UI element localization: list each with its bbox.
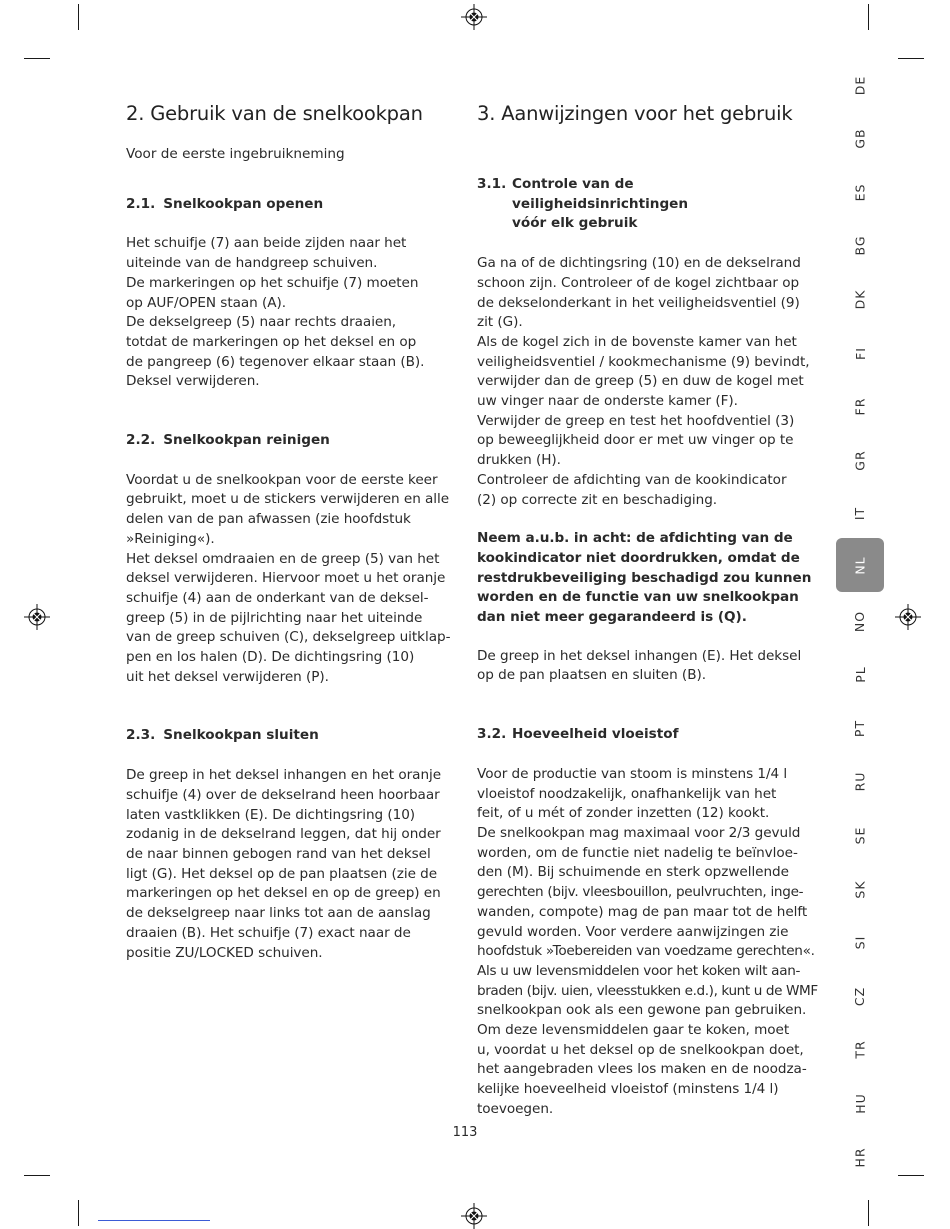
text-line: De greep in het deksel inhangen en het oranje <box>126 767 442 784</box>
text-line: uit het deksel verwijderen (P). <box>126 668 329 685</box>
text-line: kelijke hoeveelheid vloeistof (minstens 1/4 l) <box>477 1081 779 1098</box>
text-line: zit (G). <box>477 314 523 331</box>
paragraph <box>126 234 456 392</box>
subsection-heading <box>126 195 456 215</box>
language-tab-label: FI <box>852 346 868 360</box>
text-line: (2) op correcte zit en beschadiging. <box>477 491 718 508</box>
text-line: feit, of u mét of zonder inzetten (12) kookt. <box>477 805 770 822</box>
text-line: vloeistof noodzakelijk, onafhankelijk van het <box>477 785 777 802</box>
crop-mark <box>898 58 924 59</box>
text-line: hoofdstuk »Toebereiden van voedzame gerechten«. <box>477 943 815 960</box>
language-tab-sk[interactable] <box>836 862 884 916</box>
language-tab-it[interactable] <box>836 487 884 541</box>
language-tab-label: HR <box>852 1146 868 1168</box>
text-line: schuifje (4) over de dekselrand heen hoorbaar <box>126 786 440 803</box>
text-line: de dekselgreep naar links tot aan de aanslag <box>126 905 431 922</box>
text-line: den (M). Bij schuimende en sterk opzwellende <box>477 864 789 881</box>
text-line: drukken (H). <box>477 452 561 469</box>
subsection-number: 3.2. <box>477 726 507 743</box>
language-tab-label: FR <box>852 397 868 416</box>
text-line: schuifje (4) aan de onderkant van de deksel- <box>126 589 429 606</box>
text-line: snelkookpan ook als een gewone pan gebruiken. <box>477 1002 807 1019</box>
text-line: Om deze levensmiddelen gaar te koken, moet <box>477 1022 790 1039</box>
language-tab-nl[interactable] <box>836 538 884 592</box>
language-tab-tr[interactable] <box>836 1023 884 1077</box>
crop-mark <box>868 4 869 30</box>
language-tab-hr[interactable] <box>836 1130 884 1184</box>
text-line: Deksel verwijderen. <box>126 373 260 390</box>
text-line: uiteinde van de handgreep schuiven. <box>126 255 378 272</box>
language-tab-pt[interactable] <box>836 701 884 755</box>
page-number: 113 <box>452 1125 478 1140</box>
text-line: De snelkookpan mag maximaal voor 2/3 gevuld <box>477 824 801 841</box>
language-tab-label: DK <box>852 289 868 310</box>
language-tab-label: TR <box>852 1040 868 1059</box>
language-tab-label: SE <box>852 826 868 845</box>
text-line: Neem a.u.b. in acht: de afdichting van de <box>477 530 793 547</box>
crop-mark <box>78 4 79 30</box>
language-tab-pl[interactable] <box>836 648 884 702</box>
text-line: greep (5) in de pijlrichting naar het uiteinde <box>126 609 423 626</box>
language-tab-gb[interactable] <box>836 112 884 166</box>
crop-mark <box>898 1175 924 1176</box>
text-line: markeringen op het deksel en op de greep) en <box>126 885 441 902</box>
text-line: op de pan plaatsen en sluiten (B). <box>477 667 706 684</box>
text-line: Ga na of de dichtingsring (10) en de dekselrand <box>477 255 801 272</box>
text-line: braden (bijv. uien, vleesstukken e.d.), kunt u de WMF <box>477 982 818 999</box>
text-line: toevoegen. <box>477 1100 554 1117</box>
text-line: veiligheidsventiel / kookmechanisme (9) bevindt, <box>477 353 810 370</box>
language-tab-si[interactable] <box>836 916 884 970</box>
text-line: Het schuifje (7) aan beide zijden naar het <box>126 235 407 252</box>
text-line: positie ZU/LOCKED schuiven. <box>126 944 323 961</box>
text-line: dan niet meer gegarandeerd is (Q). <box>477 609 747 626</box>
language-tab-dk[interactable] <box>836 272 884 326</box>
subsection-title: Snelkookpan sluiten <box>163 727 319 744</box>
subsection-number: 3.1. <box>477 176 507 192</box>
crop-mark <box>868 1200 869 1226</box>
subsection-number: 2.3. <box>126 727 156 744</box>
intro-text: Voor de eerste ingebruikneming <box>126 146 345 162</box>
text-line: De greep in het deksel inhangen (E). Het deksel <box>477 647 802 664</box>
text-line: gebruikt, moet u de stickers verwijderen en alle <box>126 491 450 508</box>
language-tab-ru[interactable] <box>836 755 884 809</box>
right-column <box>477 100 818 1120</box>
registration-mark-icon <box>461 1203 487 1229</box>
text-line: Controleer de afdichting van de kookindicator <box>477 471 787 488</box>
subsection-number: 2.2. <box>126 432 156 449</box>
language-tab-label: PL <box>852 666 868 683</box>
text-line: de dekselonderkant in het veiligheidsventiel (9) <box>477 294 800 311</box>
paragraph <box>477 765 818 1120</box>
text-line: worden en de functie van uw snelkookpan <box>477 589 799 606</box>
subsection-heading <box>126 726 456 746</box>
text-line: Als u uw levensmiddelen voor het koken wilt aan- <box>477 962 801 979</box>
text-line: de pangreep (6) tegenover elkaar staan (B). <box>126 353 425 370</box>
text-line: van de greep schuiven (C), dekselgreep uitklap- <box>126 629 451 646</box>
language-tab-label: SK <box>852 879 868 899</box>
paragraph <box>477 254 810 510</box>
language-tab-label: HU <box>852 1093 868 1114</box>
text-line: gevuld worden. Voor verdere aanwijzingen zie <box>477 923 789 940</box>
text-line: Verwijder de greep en test het hoofdventiel (3) <box>477 412 795 429</box>
language-tab-se[interactable] <box>836 808 884 862</box>
subsection-title-line: vóór elk gebruik <box>512 215 638 232</box>
text-line: Als de kogel zich in de bovenste kamer van het <box>477 333 797 350</box>
registration-mark-icon <box>461 4 487 30</box>
text-line: delen van de pan afwassen (zie hoofdstuk <box>126 511 411 528</box>
subsection-heading <box>477 175 807 234</box>
text-line: gerechten (bijv. vleesbouillon, peulvruchten, inge- <box>477 884 804 901</box>
language-tab-label: PT <box>852 719 868 737</box>
text-line: Het deksel omdraaien en de greep (5) van het <box>126 550 440 567</box>
registration-mark-icon <box>24 604 50 630</box>
subsection-title <box>512 175 807 234</box>
text-line: u, voordat u het deksel op de snelkookpan doet, <box>477 1041 804 1058</box>
text-line: De markeringen op het schuifje (7) moeten <box>126 274 419 291</box>
text-line: restdrukbeveiliging beschadigd zou kunnen <box>477 569 812 586</box>
bottom-link-underline <box>98 1220 210 1221</box>
safety-note <box>477 529 812 628</box>
language-tab-label: DE <box>852 75 868 95</box>
subsection-title: Snelkookpan openen <box>163 195 324 212</box>
subsection-heading <box>126 431 456 451</box>
left-column <box>126 100 456 963</box>
text-line: kookindicator niet doordrukken, omdat de <box>477 549 800 566</box>
text-line: wanden, compote) mag de pan maar tot de helft <box>477 903 808 920</box>
paragraph <box>126 766 456 963</box>
language-tab-hu[interactable] <box>836 1076 884 1130</box>
section-title: 3. Aanwijzingen voor het gebruik <box>477 102 793 125</box>
language-tab-gr[interactable] <box>836 433 884 487</box>
paragraph <box>477 647 807 686</box>
text-line: ligt (G). Het deksel op de pan plaatsen (zie de <box>126 865 438 882</box>
crop-mark <box>24 58 50 59</box>
text-line: schoon zijn. Controleer of de kogel zichtbaar op <box>477 274 800 291</box>
text-line: het aangebraden vlees los maken en de noodza- <box>477 1061 807 1078</box>
text-line: »Reiniging«). <box>126 530 215 547</box>
text-line: worden, om de functie niet nadelig te beïnvloe- <box>477 844 798 861</box>
text-line: op AUF/OPEN staan (A). <box>126 294 287 311</box>
language-tab-label: ES <box>852 183 868 202</box>
text-line: deksel verwijderen. Hiervoor moet u het oranje <box>126 570 446 587</box>
subsection-heading <box>477 725 807 745</box>
text-line: laten vastklikken (E). De dichtingsring (10) <box>126 806 416 823</box>
text-line: pen en los halen (D). De dichtingsring (10) <box>126 649 415 666</box>
language-tab-de[interactable] <box>836 58 884 112</box>
language-tab-label: BG <box>852 235 868 256</box>
language-tab-fr[interactable] <box>836 380 884 434</box>
paragraph <box>126 471 456 688</box>
text-line: de naar binnen gebogen rand van het deksel <box>126 845 431 862</box>
language-tab-no[interactable] <box>836 594 884 648</box>
subsection-title: Snelkookpan reinigen <box>163 432 330 449</box>
language-tab-label: RU <box>852 771 868 792</box>
text-line: draaien (B). Het schuifje (7) exact naar de <box>126 924 411 941</box>
text-line: op beweeglijkheid door er met uw vinger op te <box>477 432 794 449</box>
text-line: Voor de productie van stoom is minstens 1/4 l <box>477 765 788 782</box>
language-tab-label: NL <box>852 555 868 575</box>
registration-mark-icon <box>895 604 921 630</box>
subsection-title: Hoeveelheid vloeistof <box>512 726 679 743</box>
text-line: Voordat u de snelkookpan voor de eerste keer <box>126 471 438 488</box>
language-tab-label: SI <box>852 935 868 950</box>
language-tab-cz[interactable] <box>836 969 884 1023</box>
language-tab-label: GR <box>852 450 868 471</box>
text-line: totdat de markeringen op het deksel en op <box>126 333 417 350</box>
language-tab-fi[interactable] <box>836 326 884 380</box>
language-tab-label: NO <box>852 610 868 632</box>
subsection-title-line: Controle van de veiligheidsinrichtingen <box>512 176 689 212</box>
crop-mark <box>78 1200 79 1226</box>
text-line: verwijder dan de greep (5) en duw de kogel met <box>477 373 804 390</box>
language-tab-label: CZ <box>852 986 868 1006</box>
crop-mark <box>24 1175 50 1176</box>
language-tab-label: GB <box>852 128 868 149</box>
subsection-number: 2.1. <box>126 195 156 212</box>
section-title: 2. Gebruik van de snelkookpan <box>126 102 423 125</box>
language-tab-label: IT <box>852 507 868 521</box>
language-tab-es[interactable] <box>836 165 884 219</box>
language-tab-bg[interactable] <box>836 219 884 273</box>
text-line: De dekselgreep (5) naar rechts draaien, <box>126 314 397 331</box>
text-line: uw vinger naar de onderste kamer (F). <box>477 393 738 410</box>
text-line: zodanig in de dekselrand leggen, dat hij onder <box>126 826 441 843</box>
